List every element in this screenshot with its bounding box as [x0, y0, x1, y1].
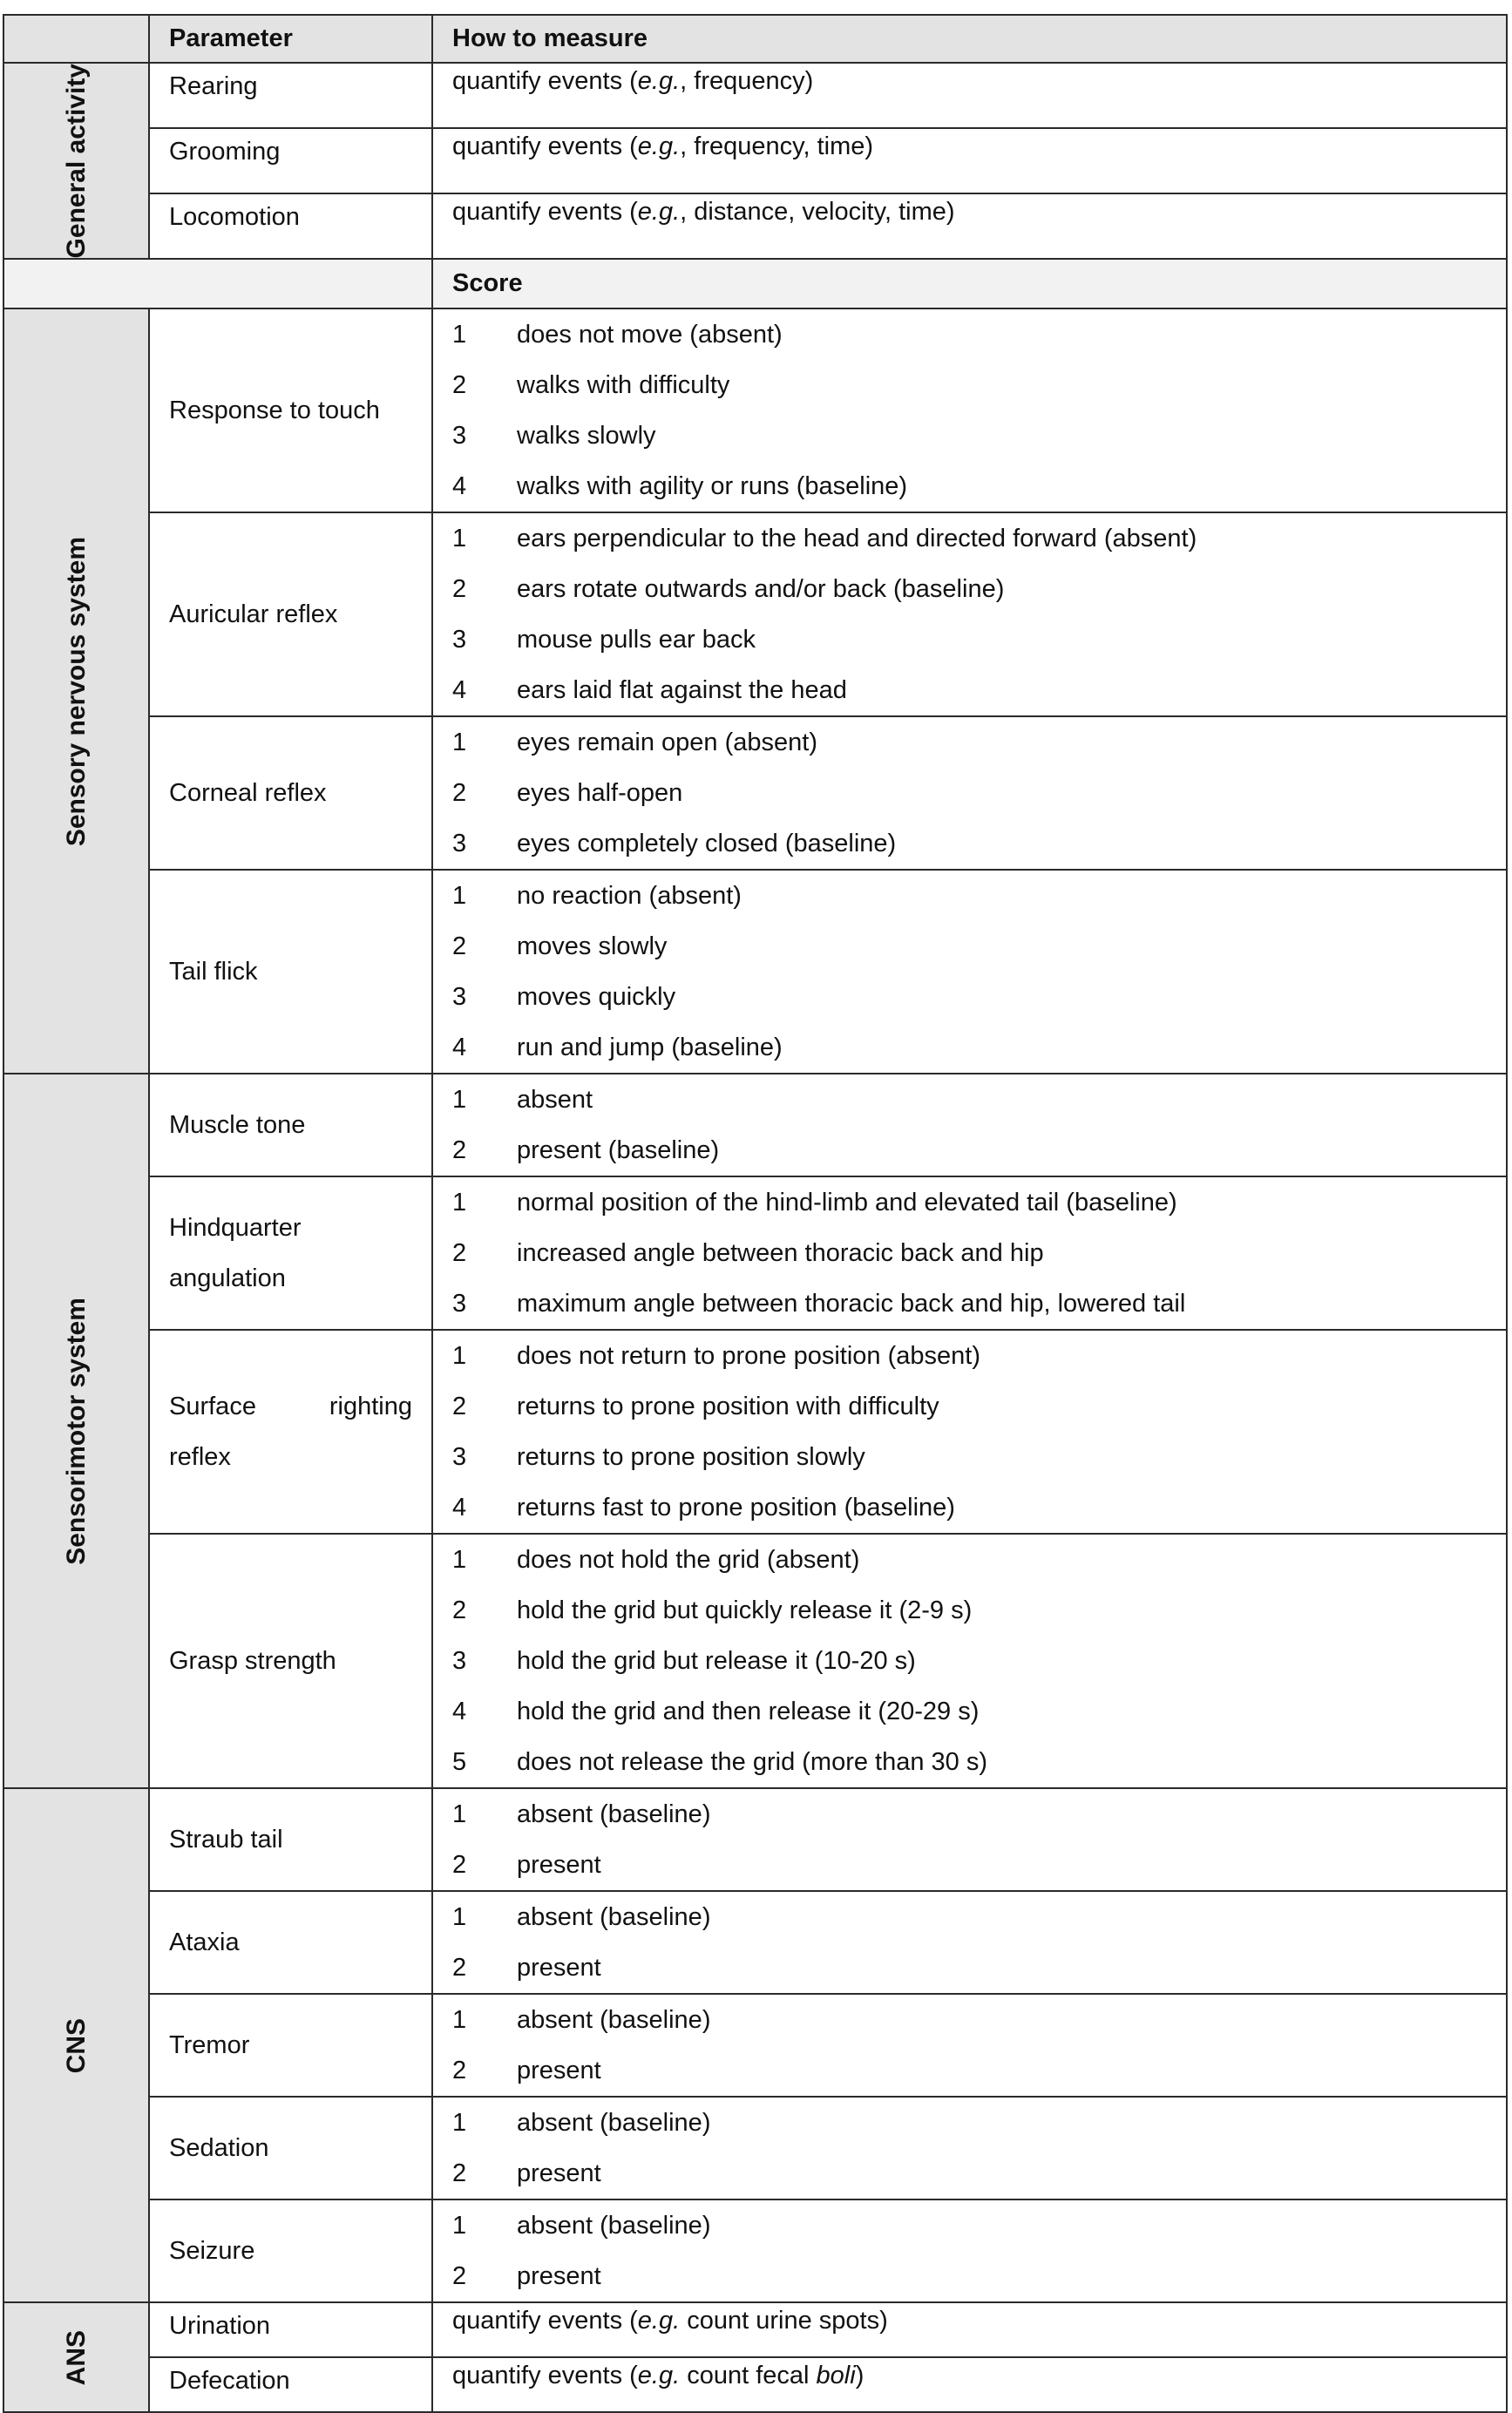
score-number: 4 — [452, 1698, 467, 1726]
score-description: present — [517, 1954, 601, 1983]
category-label: CNS — [61, 2017, 91, 2074]
score-line — [433, 818, 1506, 869]
score-list — [432, 1994, 1507, 2097]
parameter-cell — [149, 716, 432, 870]
score-number: 2 — [452, 932, 467, 961]
score-line — [433, 614, 1506, 665]
score-line — [433, 1535, 1506, 1585]
score-line — [433, 1074, 1506, 1125]
score-description: present — [517, 2057, 601, 2085]
score-number: 1 — [452, 2212, 467, 2240]
score-list — [432, 308, 1507, 512]
category-sensorimotor — [3, 1074, 149, 1788]
score-list — [432, 1534, 1507, 1788]
score-line — [433, 1995, 1506, 2045]
score-list — [432, 512, 1507, 716]
score-description: hold the grid but quickly release it (2-9 s) — [517, 1596, 973, 1625]
score-number: 2 — [452, 2159, 467, 2188]
score-description: walks with difficulty — [517, 371, 730, 400]
score-line — [433, 1432, 1506, 1482]
score-description: present — [517, 1851, 601, 1880]
header-blank — [3, 15, 149, 63]
parameter-cell — [149, 308, 432, 512]
score-description: no reaction (absent) — [517, 882, 742, 911]
table-row — [3, 2199, 1507, 2302]
parameter-cell — [149, 1330, 432, 1534]
score-line — [433, 309, 1506, 360]
score-description: absent (baseline) — [517, 1903, 711, 1932]
parameter-cell — [149, 1176, 432, 1330]
score-list — [432, 2199, 1507, 2302]
measure-text: ) — [855, 2362, 864, 2390]
score-list — [432, 1891, 1507, 1994]
measure-italic: e.g. — [637, 67, 681, 95]
score-line — [433, 461, 1506, 512]
score-number: 5 — [452, 1748, 467, 1777]
measure-italic: e.g. — [637, 198, 681, 227]
score-line — [433, 768, 1506, 818]
score-number: 1 — [452, 321, 467, 349]
score-line — [433, 513, 1506, 564]
score-number: 2 — [452, 1954, 467, 1983]
table-row — [3, 512, 1507, 716]
table-row — [3, 2302, 1507, 2357]
parameter-cell: Locomotion — [149, 193, 432, 259]
score-number: 1 — [452, 1903, 467, 1932]
parameter-label: Seizure — [169, 2237, 255, 2266]
measure-text: count fecal — [680, 2362, 817, 2390]
score-line — [433, 1892, 1506, 1942]
parameter-cell — [149, 1788, 432, 1891]
score-line — [433, 871, 1506, 921]
score-number: 1 — [452, 1546, 467, 1575]
category-ans — [3, 2302, 149, 2412]
score-number: 1 — [452, 1342, 467, 1371]
score-description: mouse pulls ear back — [517, 626, 756, 654]
score-line — [433, 1789, 1506, 1840]
table-row — [3, 2097, 1507, 2199]
score-description: returns fast to prone position (baseline) — [517, 1494, 955, 1522]
header-score: Score — [432, 259, 1507, 308]
score-description: present — [517, 2159, 601, 2188]
score-number: 1 — [452, 2109, 467, 2138]
table-row — [3, 1330, 1507, 1534]
score-list — [432, 870, 1507, 1074]
parameter-label: Muscle tone — [169, 1111, 306, 1140]
score-line — [433, 921, 1506, 972]
parameter-cell: Rearing — [149, 63, 432, 128]
score-number: 3 — [452, 830, 467, 858]
score-description: maximum angle between thoracic back and hip, lowered tail — [517, 1290, 1186, 1318]
parameter-cell — [149, 2199, 432, 2302]
parameter-label: Tremor — [169, 2031, 250, 2060]
score-description: returns to prone position with difficulty — [517, 1393, 939, 1421]
score-number: 2 — [452, 1239, 467, 1268]
parameter-label: Ataxia — [169, 1928, 240, 1957]
score-line — [433, 1278, 1506, 1329]
score-line — [433, 2098, 1506, 2148]
measure-text: count urine spots) — [680, 2307, 888, 2335]
table-row — [3, 1788, 1507, 1891]
score-line — [433, 1840, 1506, 1890]
score-description: moves quickly — [517, 983, 676, 1012]
parameter-label: Tail flick — [169, 958, 258, 986]
score-number: 3 — [452, 983, 467, 1012]
score-description: absent (baseline) — [517, 1800, 711, 1829]
category-label: Sensory nervous system — [61, 536, 91, 847]
score-description: does not return to prone position (absent) — [517, 1342, 980, 1371]
score-number: 4 — [452, 472, 467, 501]
score-list — [432, 1176, 1507, 1330]
measure-text: quantify events ( — [452, 2362, 638, 2390]
category-label: General activity — [61, 64, 91, 259]
measure-text: quantify events ( — [452, 132, 638, 161]
score-description: absent (baseline) — [517, 2006, 711, 2035]
score-description: hold the grid but release it (10-20 s) — [517, 1647, 916, 1676]
score-description: returns to prone position slowly — [517, 1443, 865, 1472]
score-number: 2 — [452, 1851, 467, 1880]
score-number: 2 — [452, 1393, 467, 1421]
score-line — [433, 1125, 1506, 1176]
score-description: absent — [517, 1086, 593, 1115]
parameter-cell: Urination — [149, 2302, 432, 2357]
score-line — [433, 1482, 1506, 1533]
category-cns — [3, 1788, 149, 2302]
score-number: 2 — [452, 1596, 467, 1625]
measure-italic: e.g. — [637, 132, 681, 161]
score-description: eyes remain open (absent) — [517, 729, 817, 757]
score-number: 2 — [452, 779, 467, 808]
parameter-label: Corneal reflex — [169, 779, 327, 808]
table-row — [3, 870, 1507, 1074]
parameter-label: Grasp strength — [169, 1647, 336, 1676]
measure-text: quantify events ( — [452, 67, 638, 95]
score-number: 4 — [452, 676, 467, 705]
category-general — [3, 63, 149, 259]
score-description: normal position of the hind-limb and elevated tail (baseline) — [517, 1189, 1177, 1217]
parameter-cell — [149, 1891, 432, 1994]
parameter-label: Response to touch — [169, 397, 380, 425]
table-row — [3, 716, 1507, 870]
table-row — [3, 308, 1507, 512]
score-number: 2 — [452, 1136, 467, 1165]
score-number: 4 — [452, 1034, 467, 1062]
score-description: run and jump (baseline) — [517, 1034, 783, 1062]
measure-cell — [432, 2302, 1507, 2357]
score-description: eyes half-open — [517, 779, 683, 808]
score-description: present (baseline) — [517, 1136, 720, 1165]
score-description: does not hold the grid (absent) — [517, 1546, 860, 1575]
header-measure: How to measure — [432, 15, 1507, 63]
score-line — [433, 1737, 1506, 1787]
measure-italic: e.g. — [637, 2362, 681, 2390]
score-description: absent (baseline) — [517, 2109, 711, 2138]
table-row — [3, 128, 1507, 193]
score-number: 1 — [452, 2006, 467, 2035]
score-description: present — [517, 2262, 601, 2291]
score-line — [433, 1228, 1506, 1278]
measure-text: quantify events ( — [452, 198, 638, 227]
score-description: ears perpendicular to the head and directed forward (absent) — [517, 525, 1197, 553]
score-line — [433, 665, 1506, 715]
measure-cell — [432, 2357, 1507, 2412]
score-number: 2 — [452, 371, 467, 400]
measure-italic: boli — [816, 2362, 856, 2390]
score-line — [433, 1636, 1506, 1686]
score-number: 3 — [452, 626, 467, 654]
score-list — [432, 2097, 1507, 2199]
score-description: walks with agility or runs (baseline) — [517, 472, 908, 501]
measure-text: , distance, velocity, time) — [680, 198, 955, 227]
behavior-scoring-table — [3, 14, 1508, 2413]
score-number: 3 — [452, 422, 467, 451]
score-number: 3 — [452, 1443, 467, 1472]
score-description: does not release the grid (more than 30 s) — [517, 1748, 988, 1777]
score-line — [433, 1177, 1506, 1228]
score-list — [432, 1330, 1507, 1534]
header-parameter: Parameter — [149, 15, 432, 63]
score-line — [433, 2045, 1506, 2096]
parameter-cell — [149, 1534, 432, 1788]
measure-text: quantify events ( — [452, 2307, 638, 2335]
parameter-cell — [149, 870, 432, 1074]
score-number: 3 — [452, 1647, 467, 1676]
parameter-cell: Grooming — [149, 128, 432, 193]
score-line — [433, 1585, 1506, 1636]
measure-cell — [432, 63, 1507, 128]
score-line — [433, 1686, 1506, 1737]
score-number: 1 — [452, 729, 467, 757]
category-label: ANS — [61, 2329, 91, 2386]
parameter-label: Auricular reflex — [169, 600, 338, 629]
score-line — [433, 360, 1506, 410]
parameter-label: Hindquarter angulation — [169, 1214, 302, 1293]
table-row — [3, 1994, 1507, 2097]
score-header-row — [3, 259, 1507, 308]
score-line — [433, 1022, 1506, 1073]
score-description: ears rotate outwards and/or back (baseline) — [517, 575, 1005, 604]
parameter-cell: Defecation — [149, 2357, 432, 2412]
parameter-cell — [149, 512, 432, 716]
score-number: 1 — [452, 1189, 467, 1217]
score-line — [433, 564, 1506, 614]
measure-italic: e.g. — [637, 2307, 681, 2335]
parameter-label: Straub tail — [169, 1826, 283, 1854]
score-line — [433, 2200, 1506, 2251]
parameter-cell — [149, 2097, 432, 2199]
score-description: walks slowly — [517, 422, 656, 451]
score-line — [433, 410, 1506, 461]
score-description: hold the grid and then release it (20-29 s) — [517, 1698, 980, 1726]
measure-cell — [432, 193, 1507, 259]
table-row — [3, 63, 1507, 128]
score-number: 1 — [452, 1086, 467, 1115]
score-line — [433, 2251, 1506, 2301]
score-number: 2 — [452, 2262, 467, 2291]
score-list — [432, 716, 1507, 870]
score-line — [433, 1331, 1506, 1381]
measure-text: , frequency) — [680, 67, 814, 95]
score-description: ears laid flat against the head — [517, 676, 847, 705]
table-row — [3, 1074, 1507, 1176]
parameter-label: Surface righting reflex — [169, 1393, 412, 1472]
table-row — [3, 1176, 1507, 1330]
score-description: does not move (absent) — [517, 321, 783, 349]
score-number: 3 — [452, 1290, 467, 1318]
score-description: increased angle between thoracic back and hip — [517, 1239, 1044, 1268]
score-number: 1 — [452, 882, 467, 911]
parameter-label: Sedation — [169, 2134, 269, 2163]
score-line — [433, 717, 1506, 768]
category-label: Sensorimotor system — [61, 1298, 91, 1565]
score-list — [432, 1074, 1507, 1176]
category-sensory — [3, 308, 149, 1074]
score-number: 2 — [452, 575, 467, 604]
table-row — [3, 193, 1507, 259]
score-description: moves slowly — [517, 932, 668, 961]
parameter-cell — [149, 1074, 432, 1176]
parameter-cell — [149, 1994, 432, 2097]
header-row — [3, 15, 1507, 63]
score-description: eyes completely closed (baseline) — [517, 830, 897, 858]
score-list — [432, 1788, 1507, 1891]
measure-cell — [432, 128, 1507, 193]
table-row — [3, 1891, 1507, 1994]
score-line — [433, 972, 1506, 1022]
table-row — [3, 1534, 1507, 1788]
table-row — [3, 2357, 1507, 2412]
score-number: 1 — [452, 1800, 467, 1829]
measure-text: , frequency, time) — [680, 132, 874, 161]
score-line — [433, 1942, 1506, 1993]
score-line — [433, 2148, 1506, 2199]
score-number: 1 — [452, 525, 467, 553]
score-number: 4 — [452, 1494, 467, 1522]
score-header-blank — [3, 259, 432, 308]
score-description: absent (baseline) — [517, 2212, 711, 2240]
score-number: 2 — [452, 2057, 467, 2085]
score-line — [433, 1381, 1506, 1432]
